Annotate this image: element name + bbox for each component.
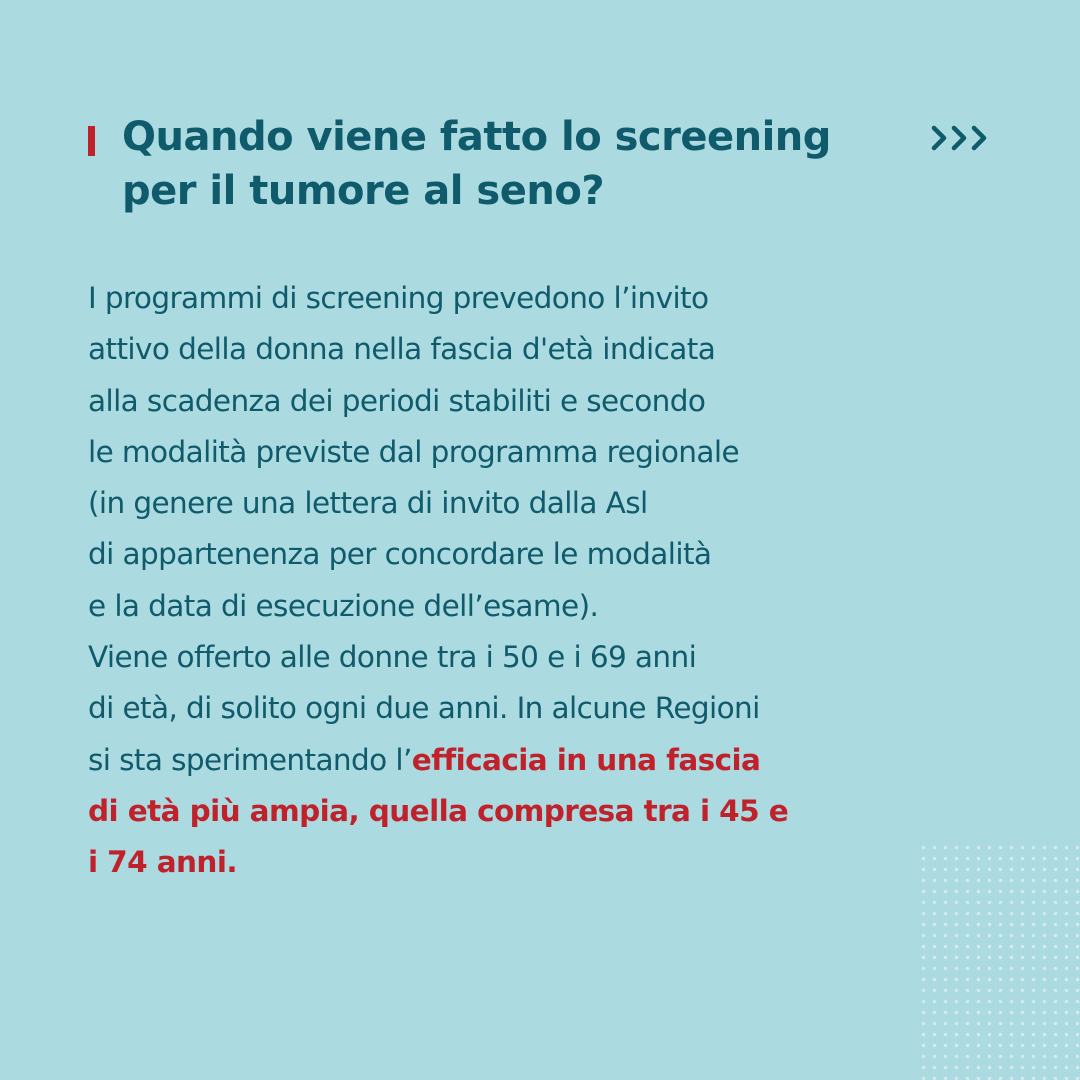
title-accent-bar bbox=[88, 126, 95, 156]
body-line: di appartenenza per concordare le modalità bbox=[88, 537, 712, 572]
slide-title bbox=[122, 110, 922, 218]
slide-body bbox=[88, 273, 1048, 889]
chevron-triple-right-icon[interactable] bbox=[928, 120, 994, 156]
body-text-plain: si sta sperimentando l’ bbox=[88, 742, 412, 777]
highlight-line: i 74 anni. bbox=[88, 845, 237, 880]
body-line-mixed bbox=[88, 735, 1048, 786]
body-line: attivo della donna nella fascia d'età indicata bbox=[88, 332, 716, 367]
body-line: di età, di solito ogni due anni. In alcune Regioni bbox=[88, 691, 760, 726]
body-line: (in genere una lettera di invito dalla Asl bbox=[88, 486, 648, 521]
title-line-1: Quando viene fatto lo screening bbox=[122, 114, 831, 160]
title-line-2: per il tumore al seno? bbox=[122, 168, 605, 214]
decorative-dot-grid bbox=[918, 842, 1080, 1080]
body-line: alla scadenza dei periodi stabiliti e secondo bbox=[88, 383, 706, 418]
body-line: I programmi di screening prevedono l’invito bbox=[88, 281, 709, 315]
body-line: e la data di esecuzione dell’esame). bbox=[88, 588, 599, 623]
body-line: le modalità previste dal programma regionale bbox=[88, 434, 740, 469]
body-line: Viene offerto alle donne tra i 50 e i 69 anni bbox=[88, 640, 697, 675]
highlight-line: di età più ampia, quella compresa tra i 45 e bbox=[88, 793, 789, 828]
highlight-text: efficacia in una fascia bbox=[411, 742, 761, 777]
